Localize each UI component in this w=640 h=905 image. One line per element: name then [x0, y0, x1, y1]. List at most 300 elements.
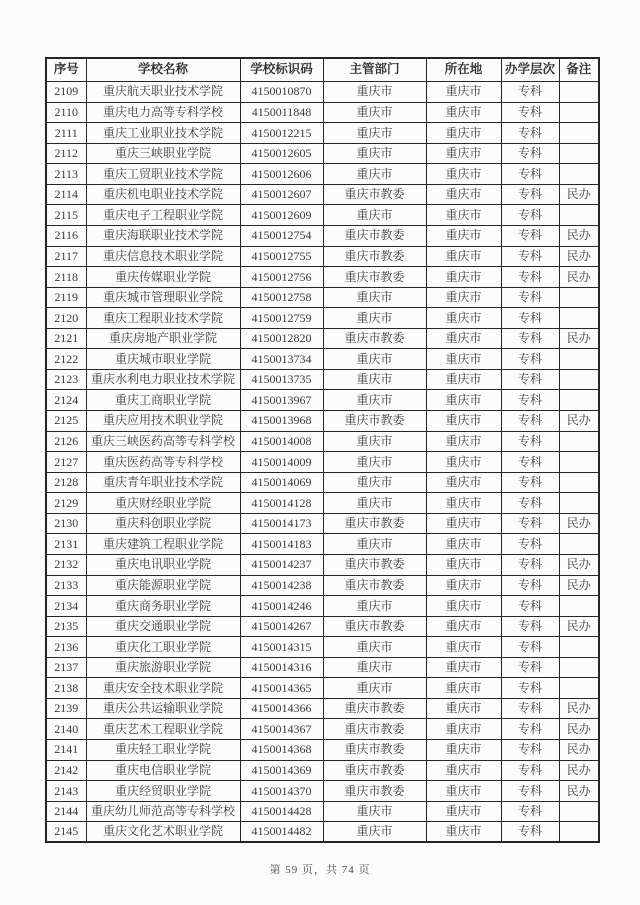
cell-level: 专科: [501, 657, 559, 678]
cell-location: 重庆市: [426, 719, 501, 740]
cell-seq: 2131: [46, 534, 86, 555]
cell-department: 重庆市: [323, 349, 426, 370]
cell-school-code: 4150012609: [240, 205, 323, 226]
cell-school-name: 重庆建筑工程职业学院: [86, 534, 240, 555]
cell-level: 专科: [501, 164, 559, 185]
cell-school-code: 4150012607: [240, 184, 323, 205]
cell-department: 重庆市: [323, 596, 426, 617]
cell-level: 专科: [501, 143, 559, 164]
cell-seq: 2125: [46, 411, 86, 432]
cell-seq: 2109: [46, 82, 86, 103]
cell-location: 重庆市: [426, 308, 501, 329]
cell-seq: 2132: [46, 554, 86, 575]
cell-note: [559, 349, 599, 370]
cell-school-code: 4150013735: [240, 369, 323, 390]
table-row: [46, 349, 599, 370]
cell-level: 专科: [501, 554, 559, 575]
cell-school-code: 4150014009: [240, 452, 323, 473]
cell-department: 重庆市: [323, 82, 426, 103]
cell-seq: 2122: [46, 349, 86, 370]
cell-department: 重庆市: [323, 801, 426, 822]
cell-department: 重庆市教委: [323, 781, 426, 802]
cell-location: 重庆市: [426, 349, 501, 370]
table-row: [46, 390, 599, 411]
cell-location: 重庆市: [426, 431, 501, 452]
cell-level: 专科: [501, 822, 559, 843]
cell-location: 重庆市: [426, 267, 501, 288]
cell-level: 专科: [501, 225, 559, 246]
table-header-row: [46, 58, 599, 82]
cell-note: 民办: [559, 225, 599, 246]
cell-location: 重庆市: [426, 616, 501, 637]
cell-school-name: 重庆工贸职业技术学院: [86, 164, 240, 185]
cell-school-code: 4150014367: [240, 719, 323, 740]
cell-department: 重庆市: [323, 143, 426, 164]
header-note: 备注: [559, 58, 599, 82]
cell-department: 重庆市: [323, 678, 426, 699]
cell-level: 专科: [501, 308, 559, 329]
cell-location: 重庆市: [426, 369, 501, 390]
cell-note: [559, 657, 599, 678]
cell-school-name: 重庆海联职业技术学院: [86, 225, 240, 246]
cell-location: 重庆市: [426, 184, 501, 205]
cell-department: 重庆市教委: [323, 225, 426, 246]
cell-school-name: 重庆水利电力职业技术学院: [86, 369, 240, 390]
cell-school-name: 重庆工程职业技术学院: [86, 308, 240, 329]
cell-school-name: 重庆电力高等专科学校: [86, 102, 240, 123]
cell-school-code: 4150010870: [240, 82, 323, 103]
table-row: [46, 164, 599, 185]
cell-department: 重庆市教委: [323, 411, 426, 432]
cell-note: [559, 287, 599, 308]
cell-department: 重庆市教委: [323, 267, 426, 288]
table-row: [46, 554, 599, 575]
cell-school-name: 重庆能源职业学院: [86, 575, 240, 596]
cell-note: [559, 369, 599, 390]
cell-school-code: 4150014246: [240, 596, 323, 617]
table-row: [46, 102, 599, 123]
cell-school-code: 4150012754: [240, 225, 323, 246]
cell-note: [559, 472, 599, 493]
cell-location: 重庆市: [426, 411, 501, 432]
cell-school-code: 4150014316: [240, 657, 323, 678]
table-row: [46, 719, 599, 740]
cell-school-code: 4150014173: [240, 513, 323, 534]
cell-school-code: 4150014366: [240, 698, 323, 719]
cell-level: 专科: [501, 472, 559, 493]
cell-school-name: 重庆信息技术职业学院: [86, 246, 240, 267]
cell-department: 重庆市: [323, 493, 426, 514]
cell-seq: 2142: [46, 760, 86, 781]
table-body: [46, 82, 599, 843]
cell-seq: 2127: [46, 452, 86, 473]
cell-level: 专科: [501, 287, 559, 308]
cell-level: 专科: [501, 678, 559, 699]
cell-department: 重庆市: [323, 205, 426, 226]
cell-school-code: 4150014183: [240, 534, 323, 555]
cell-level: 专科: [501, 616, 559, 637]
header-school-code: 学校标识码: [240, 58, 323, 82]
cell-seq: 2117: [46, 246, 86, 267]
cell-school-code: 4150014370: [240, 781, 323, 802]
cell-seq: 2134: [46, 596, 86, 617]
cell-department: 重庆市: [323, 822, 426, 843]
cell-seq: 2116: [46, 225, 86, 246]
cell-location: 重庆市: [426, 102, 501, 123]
table-row: [46, 596, 599, 617]
cell-department: 重庆市: [323, 287, 426, 308]
cell-note: 民办: [559, 760, 599, 781]
cell-school-name: 重庆工业职业技术学院: [86, 123, 240, 144]
cell-school-code: 4150014069: [240, 472, 323, 493]
cell-level: 专科: [501, 82, 559, 103]
cell-note: 民办: [559, 616, 599, 637]
cell-seq: 2139: [46, 698, 86, 719]
cell-note: [559, 205, 599, 226]
cell-department: 重庆市教委: [323, 328, 426, 349]
cell-department: 重庆市: [323, 534, 426, 555]
cell-school-name: 重庆电子工程职业学院: [86, 205, 240, 226]
cell-seq: 2128: [46, 472, 86, 493]
table-row: [46, 472, 599, 493]
cell-seq: 2143: [46, 781, 86, 802]
cell-note: [559, 123, 599, 144]
cell-school-code: 4150011848: [240, 102, 323, 123]
cell-level: 专科: [501, 390, 559, 411]
table-row: [46, 493, 599, 514]
cell-location: 重庆市: [426, 781, 501, 802]
cell-seq: 2121: [46, 328, 86, 349]
cell-level: 专科: [501, 719, 559, 740]
table-row: [46, 740, 599, 761]
cell-school-name: 重庆财经职业学院: [86, 493, 240, 514]
cell-seq: 2129: [46, 493, 86, 514]
cell-location: 重庆市: [426, 513, 501, 534]
cell-location: 重庆市: [426, 534, 501, 555]
cell-location: 重庆市: [426, 82, 501, 103]
cell-school-name: 重庆公共运输职业学院: [86, 698, 240, 719]
cell-note: [559, 678, 599, 699]
cell-note: [559, 164, 599, 185]
table-row: [46, 369, 599, 390]
cell-school-name: 重庆城市职业学院: [86, 349, 240, 370]
cell-level: 专科: [501, 513, 559, 534]
cell-note: [559, 431, 599, 452]
header-location: 所在地: [426, 58, 501, 82]
cell-note: 民办: [559, 740, 599, 761]
cell-note: [559, 801, 599, 822]
cell-note: [559, 143, 599, 164]
cell-note: 民办: [559, 513, 599, 534]
cell-note: 民办: [559, 719, 599, 740]
cell-school-name: 重庆三峡职业学院: [86, 143, 240, 164]
cell-seq: 2135: [46, 616, 86, 637]
cell-level: 专科: [501, 493, 559, 514]
page-number-footer: 第 59 页，共 74 页: [269, 864, 371, 876]
table-row: [46, 760, 599, 781]
cell-seq: 2113: [46, 164, 86, 185]
cell-location: 重庆市: [426, 801, 501, 822]
cell-school-code: 4150014267: [240, 616, 323, 637]
cell-school-code: 4150014365: [240, 678, 323, 699]
header-school-name: 学校名称: [86, 58, 240, 82]
cell-seq: 2140: [46, 719, 86, 740]
cell-school-name: 重庆应用技术职业学院: [86, 411, 240, 432]
cell-school-name: 重庆机电职业技术学院: [86, 184, 240, 205]
table-row: [46, 616, 599, 637]
cell-level: 专科: [501, 102, 559, 123]
cell-school-name: 重庆化工职业学院: [86, 637, 240, 658]
cell-department: 重庆市: [323, 657, 426, 678]
cell-level: 专科: [501, 184, 559, 205]
cell-level: 专科: [501, 328, 559, 349]
cell-school-name: 重庆房地产职业学院: [86, 328, 240, 349]
cell-level: 专科: [501, 349, 559, 370]
cell-department: 重庆市教委: [323, 740, 426, 761]
cell-seq: 2130: [46, 513, 86, 534]
cell-location: 重庆市: [426, 205, 501, 226]
cell-note: 民办: [559, 698, 599, 719]
cell-location: 重庆市: [426, 493, 501, 514]
table-row: [46, 287, 599, 308]
table-row: [46, 431, 599, 452]
cell-level: 专科: [501, 698, 559, 719]
cell-school-code: 4150014428: [240, 801, 323, 822]
cell-school-code: 4150012605: [240, 143, 323, 164]
table-row: [46, 328, 599, 349]
cell-school-name: 重庆轻工职业学院: [86, 740, 240, 761]
cell-location: 重庆市: [426, 246, 501, 267]
table-row: [46, 184, 599, 205]
cell-seq: 2141: [46, 740, 86, 761]
cell-school-name: 重庆三峡医药高等专科学校: [86, 431, 240, 452]
cell-level: 专科: [501, 760, 559, 781]
cell-department: 重庆市教委: [323, 513, 426, 534]
cell-seq: 2136: [46, 637, 86, 658]
cell-note: [559, 822, 599, 843]
cell-location: 重庆市: [426, 452, 501, 473]
cell-note: 民办: [559, 411, 599, 432]
cell-note: 民办: [559, 328, 599, 349]
cell-school-name: 重庆传媒职业学院: [86, 267, 240, 288]
cell-school-code: 4150014128: [240, 493, 323, 514]
cell-seq: 2111: [46, 123, 86, 144]
cell-department: 重庆市: [323, 308, 426, 329]
cell-location: 重庆市: [426, 123, 501, 144]
cell-school-code: 4150013968: [240, 411, 323, 432]
cell-location: 重庆市: [426, 822, 501, 843]
cell-note: [559, 390, 599, 411]
cell-school-code: 4150012756: [240, 267, 323, 288]
table-row: [46, 82, 599, 103]
cell-seq: 2118: [46, 267, 86, 288]
header-level: 办学层次: [501, 58, 559, 82]
cell-location: 重庆市: [426, 575, 501, 596]
table-row: [46, 225, 599, 246]
cell-department: 重庆市: [323, 390, 426, 411]
header-department: 主管部门: [323, 58, 426, 82]
cell-department: 重庆市教委: [323, 554, 426, 575]
cell-department: 重庆市教委: [323, 760, 426, 781]
cell-school-code: 4150012606: [240, 164, 323, 185]
table-row: [46, 143, 599, 164]
cell-school-code: 4150012758: [240, 287, 323, 308]
cell-school-name: 重庆安全技术职业学院: [86, 678, 240, 699]
cell-school-code: 4150012215: [240, 123, 323, 144]
cell-seq: 2114: [46, 184, 86, 205]
cell-note: [559, 596, 599, 617]
cell-department: 重庆市教委: [323, 698, 426, 719]
cell-school-name: 重庆交通职业学院: [86, 616, 240, 637]
school-list-table: [45, 57, 600, 843]
cell-school-code: 4150014315: [240, 637, 323, 658]
cell-school-name: 重庆幼儿师范高等专科学校: [86, 801, 240, 822]
table-row: [46, 637, 599, 658]
table-row: [46, 801, 599, 822]
cell-level: 专科: [501, 267, 559, 288]
cell-school-name: 重庆城市管理职业学院: [86, 287, 240, 308]
cell-department: 重庆市教委: [323, 246, 426, 267]
cell-school-code: 4150012755: [240, 246, 323, 267]
cell-note: [559, 82, 599, 103]
cell-department: 重庆市: [323, 164, 426, 185]
cell-note: 民办: [559, 575, 599, 596]
cell-note: 民办: [559, 781, 599, 802]
cell-school-name: 重庆经贸职业学院: [86, 781, 240, 802]
table-row: [46, 267, 599, 288]
cell-department: 重庆市: [323, 123, 426, 144]
cell-location: 重庆市: [426, 390, 501, 411]
cell-school-code: 4150014368: [240, 740, 323, 761]
cell-note: 民办: [559, 554, 599, 575]
cell-level: 专科: [501, 781, 559, 802]
cell-level: 专科: [501, 596, 559, 617]
cell-seq: 2138: [46, 678, 86, 699]
cell-department: 重庆市教委: [323, 719, 426, 740]
table-row: [46, 452, 599, 473]
cell-school-name: 重庆艺术工程职业学院: [86, 719, 240, 740]
table-row: [46, 411, 599, 432]
cell-school-code: 4150014369: [240, 760, 323, 781]
cell-note: 民办: [559, 184, 599, 205]
table-row: [46, 822, 599, 843]
cell-level: 专科: [501, 411, 559, 432]
cell-school-code: 4150014238: [240, 575, 323, 596]
cell-note: [559, 102, 599, 123]
header-seq: 序号: [46, 58, 86, 82]
cell-school-code: 4150012759: [240, 308, 323, 329]
cell-note: [559, 534, 599, 555]
table-row: [46, 308, 599, 329]
cell-note: [559, 637, 599, 658]
cell-note: [559, 452, 599, 473]
cell-department: 重庆市教委: [323, 616, 426, 637]
cell-level: 专科: [501, 740, 559, 761]
cell-school-name: 重庆医药高等专科学校: [86, 452, 240, 473]
cell-level: 专科: [501, 534, 559, 555]
cell-location: 重庆市: [426, 225, 501, 246]
cell-location: 重庆市: [426, 760, 501, 781]
table-row: [46, 246, 599, 267]
cell-school-name: 重庆工商职业学院: [86, 390, 240, 411]
cell-location: 重庆市: [426, 143, 501, 164]
cell-school-code: 4150014008: [240, 431, 323, 452]
table-row: [46, 678, 599, 699]
cell-location: 重庆市: [426, 740, 501, 761]
cell-seq: 2123: [46, 369, 86, 390]
cell-seq: 2112: [46, 143, 86, 164]
cell-seq: 2124: [46, 390, 86, 411]
cell-location: 重庆市: [426, 698, 501, 719]
cell-seq: 2137: [46, 657, 86, 678]
cell-department: 重庆市教委: [323, 184, 426, 205]
cell-location: 重庆市: [426, 472, 501, 493]
cell-location: 重庆市: [426, 596, 501, 617]
table-row: [46, 698, 599, 719]
cell-school-name: 重庆电信职业学院: [86, 760, 240, 781]
cell-location: 重庆市: [426, 554, 501, 575]
cell-note: 民办: [559, 246, 599, 267]
cell-school-name: 重庆青年职业技术学院: [86, 472, 240, 493]
table-row: [46, 657, 599, 678]
cell-level: 专科: [501, 246, 559, 267]
cell-department: 重庆市: [323, 637, 426, 658]
cell-level: 专科: [501, 431, 559, 452]
cell-location: 重庆市: [426, 328, 501, 349]
cell-seq: 2110: [46, 102, 86, 123]
cell-location: 重庆市: [426, 637, 501, 658]
cell-seq: 2144: [46, 801, 86, 822]
cell-location: 重庆市: [426, 164, 501, 185]
cell-school-name: 重庆旅游职业学院: [86, 657, 240, 678]
cell-school-code: 4150014482: [240, 822, 323, 843]
table-row: [46, 205, 599, 226]
cell-note: [559, 493, 599, 514]
cell-department: 重庆市: [323, 472, 426, 493]
cell-seq: 2133: [46, 575, 86, 596]
cell-level: 专科: [501, 575, 559, 596]
cell-location: 重庆市: [426, 678, 501, 699]
cell-school-code: 4150013967: [240, 390, 323, 411]
table-row: [46, 123, 599, 144]
cell-school-name: 重庆航天职业技术学院: [86, 82, 240, 103]
cell-level: 专科: [501, 369, 559, 390]
cell-seq: 2120: [46, 308, 86, 329]
cell-school-code: 4150013734: [240, 349, 323, 370]
cell-note: [559, 308, 599, 329]
cell-school-name: 重庆电讯职业学院: [86, 554, 240, 575]
table-row: [46, 781, 599, 802]
cell-level: 专科: [501, 205, 559, 226]
cell-school-code: 4150012820: [240, 328, 323, 349]
cell-department: 重庆市教委: [323, 575, 426, 596]
cell-department: 重庆市: [323, 452, 426, 473]
cell-note: 民办: [559, 267, 599, 288]
cell-seq: 2145: [46, 822, 86, 843]
cell-level: 专科: [501, 123, 559, 144]
cell-seq: 2126: [46, 431, 86, 452]
cell-level: 专科: [501, 801, 559, 822]
cell-school-name: 重庆文化艺术职业学院: [86, 822, 240, 843]
cell-department: 重庆市: [323, 369, 426, 390]
cell-location: 重庆市: [426, 287, 501, 308]
table-row: [46, 534, 599, 555]
cell-location: 重庆市: [426, 657, 501, 678]
cell-school-code: 4150014237: [240, 554, 323, 575]
cell-seq: 2115: [46, 205, 86, 226]
cell-level: 专科: [501, 637, 559, 658]
table-row: [46, 575, 599, 596]
